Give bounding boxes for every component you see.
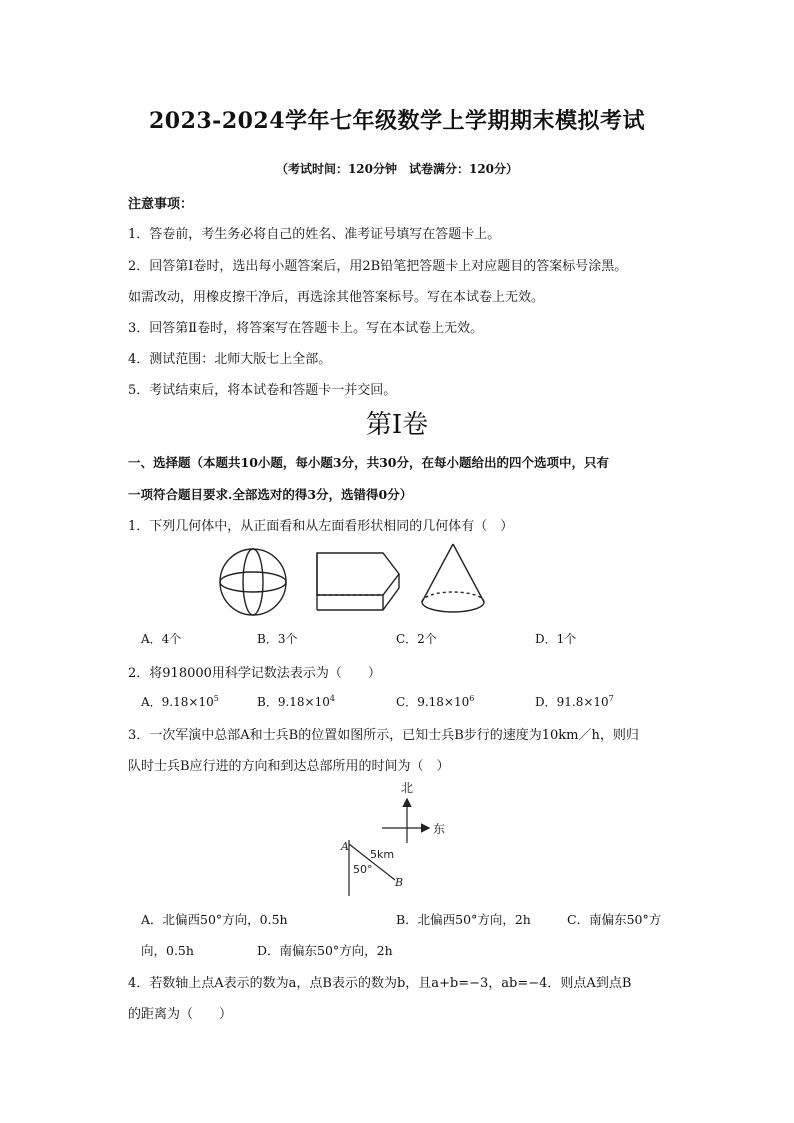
q2-option-b-mantissa: 9.18×10 [277,695,330,709]
q3-direction-figure [335,778,465,900]
notice-item-5: 5．考试结束后，将本试卷和答题卡一并交回。 [128,383,397,398]
q3-option-c: C．南偏东50°方 [567,912,662,927]
q3-option-b: B．北偏西50°方向，2h [396,912,531,927]
q3-option-c-cont: 向，0.5h [141,943,194,958]
cone-shape [422,544,484,612]
q1-option-b: B．3个 [257,632,298,646]
north-label: 北 [401,781,414,795]
angle-label: 50° [353,863,373,876]
notice-item-3: 3．回答第Ⅱ卷时，将答案写在答题卡上。写在本试卷上无效。 [128,321,484,336]
notice-item-2-cont: 如需改动，用橡皮擦干净后，再选涂其他答案标号。写在本试卷上无效。 [128,290,545,305]
part1-instructions-line1: 一、选择题（本题共10小题，每小题3分，共30分，在每小题给出的四个选项中，只有 [128,455,609,470]
pentagonal-prism-shape [317,553,399,610]
part1-instructions-line2: 一项符合题目要求.全部选对的得3分，选错得0分） [128,487,413,502]
point-a-label: A [341,840,349,853]
q4-stem-line2: 的距离为（ ） [128,1007,233,1022]
q1-stem: 1．下列几何体中，从正面看和从左面看形状相同的几何体有（ ） [128,519,514,534]
q3-option-a: A．北偏西50°方向，0.5h [141,912,288,927]
q1-solids-figure [205,540,505,620]
q2-option-c-mantissa: 9.18×10 [417,695,470,709]
point-b-label: B [395,876,404,889]
notice-item-1: 1．答卷前，考生务必将自己的姓名、准考证号填写在答题卡上。 [128,227,501,242]
q2-option-d [535,693,614,710]
q2-option-d-exp: 7 [608,694,614,703]
exam-info: （考试时间：120分钟 试卷满分：120分） [275,162,519,176]
q2-option-a-exp: 5 [213,694,219,703]
q3-stem-line2: 队时士兵B应行进的方向和到达总部所用的时间为（ ） [128,759,450,774]
q2-option-a-label: A． [141,695,162,709]
east-label: 东 [433,822,446,836]
notice-item-2: 2．回答第Ⅰ卷时，选出每小题答案后，用2B铅笔把答题卡上对应题目的答案标号涂黑。 [128,259,628,274]
q2-stem: 2．将918000用科学记数法表示为（ ） [128,666,381,681]
q2-option-d-label: D． [535,695,557,709]
notice-heading: 注意事项： [128,197,194,212]
q2-option-c [396,693,474,710]
q3-stem-line1: 3．一次军演中总部A和士兵B的位置如图所示，已知士兵B步行的速度为10km／h，则归 [128,728,639,743]
q1-option-a: A．4个 [141,632,182,646]
q4-stem-line1: 4．若数轴上点A表示的数为a，点B表示的数为b，且a+b=−3，ab=−4．则点A到点B [128,976,632,991]
distance-label: 5km [370,848,395,861]
q1-option-d: D．1个 [535,632,577,646]
q2-option-c-label: C． [396,695,418,709]
q2-option-b [257,693,335,710]
q2-option-a-mantissa: 9.18×10 [161,695,214,709]
sphere-shape [220,549,286,615]
page-title: 2023-2024学年七年级数学上学期期末模拟考试 [148,108,646,134]
section-title: 第Ⅰ卷 [365,410,429,440]
q2-option-c-exp: 6 [469,694,475,703]
q2-option-b-label: B． [257,695,278,709]
q2-option-a [141,693,219,710]
q3-option-d: D．南偏东50°方向，2h [257,943,393,958]
q2-option-d-mantissa: 91.8×10 [556,695,609,709]
notice-item-4: 4．测试范围：北师大版七上全部。 [128,352,332,367]
q2-option-b-exp: 4 [329,694,335,703]
q1-option-c: C．2个 [396,632,437,646]
